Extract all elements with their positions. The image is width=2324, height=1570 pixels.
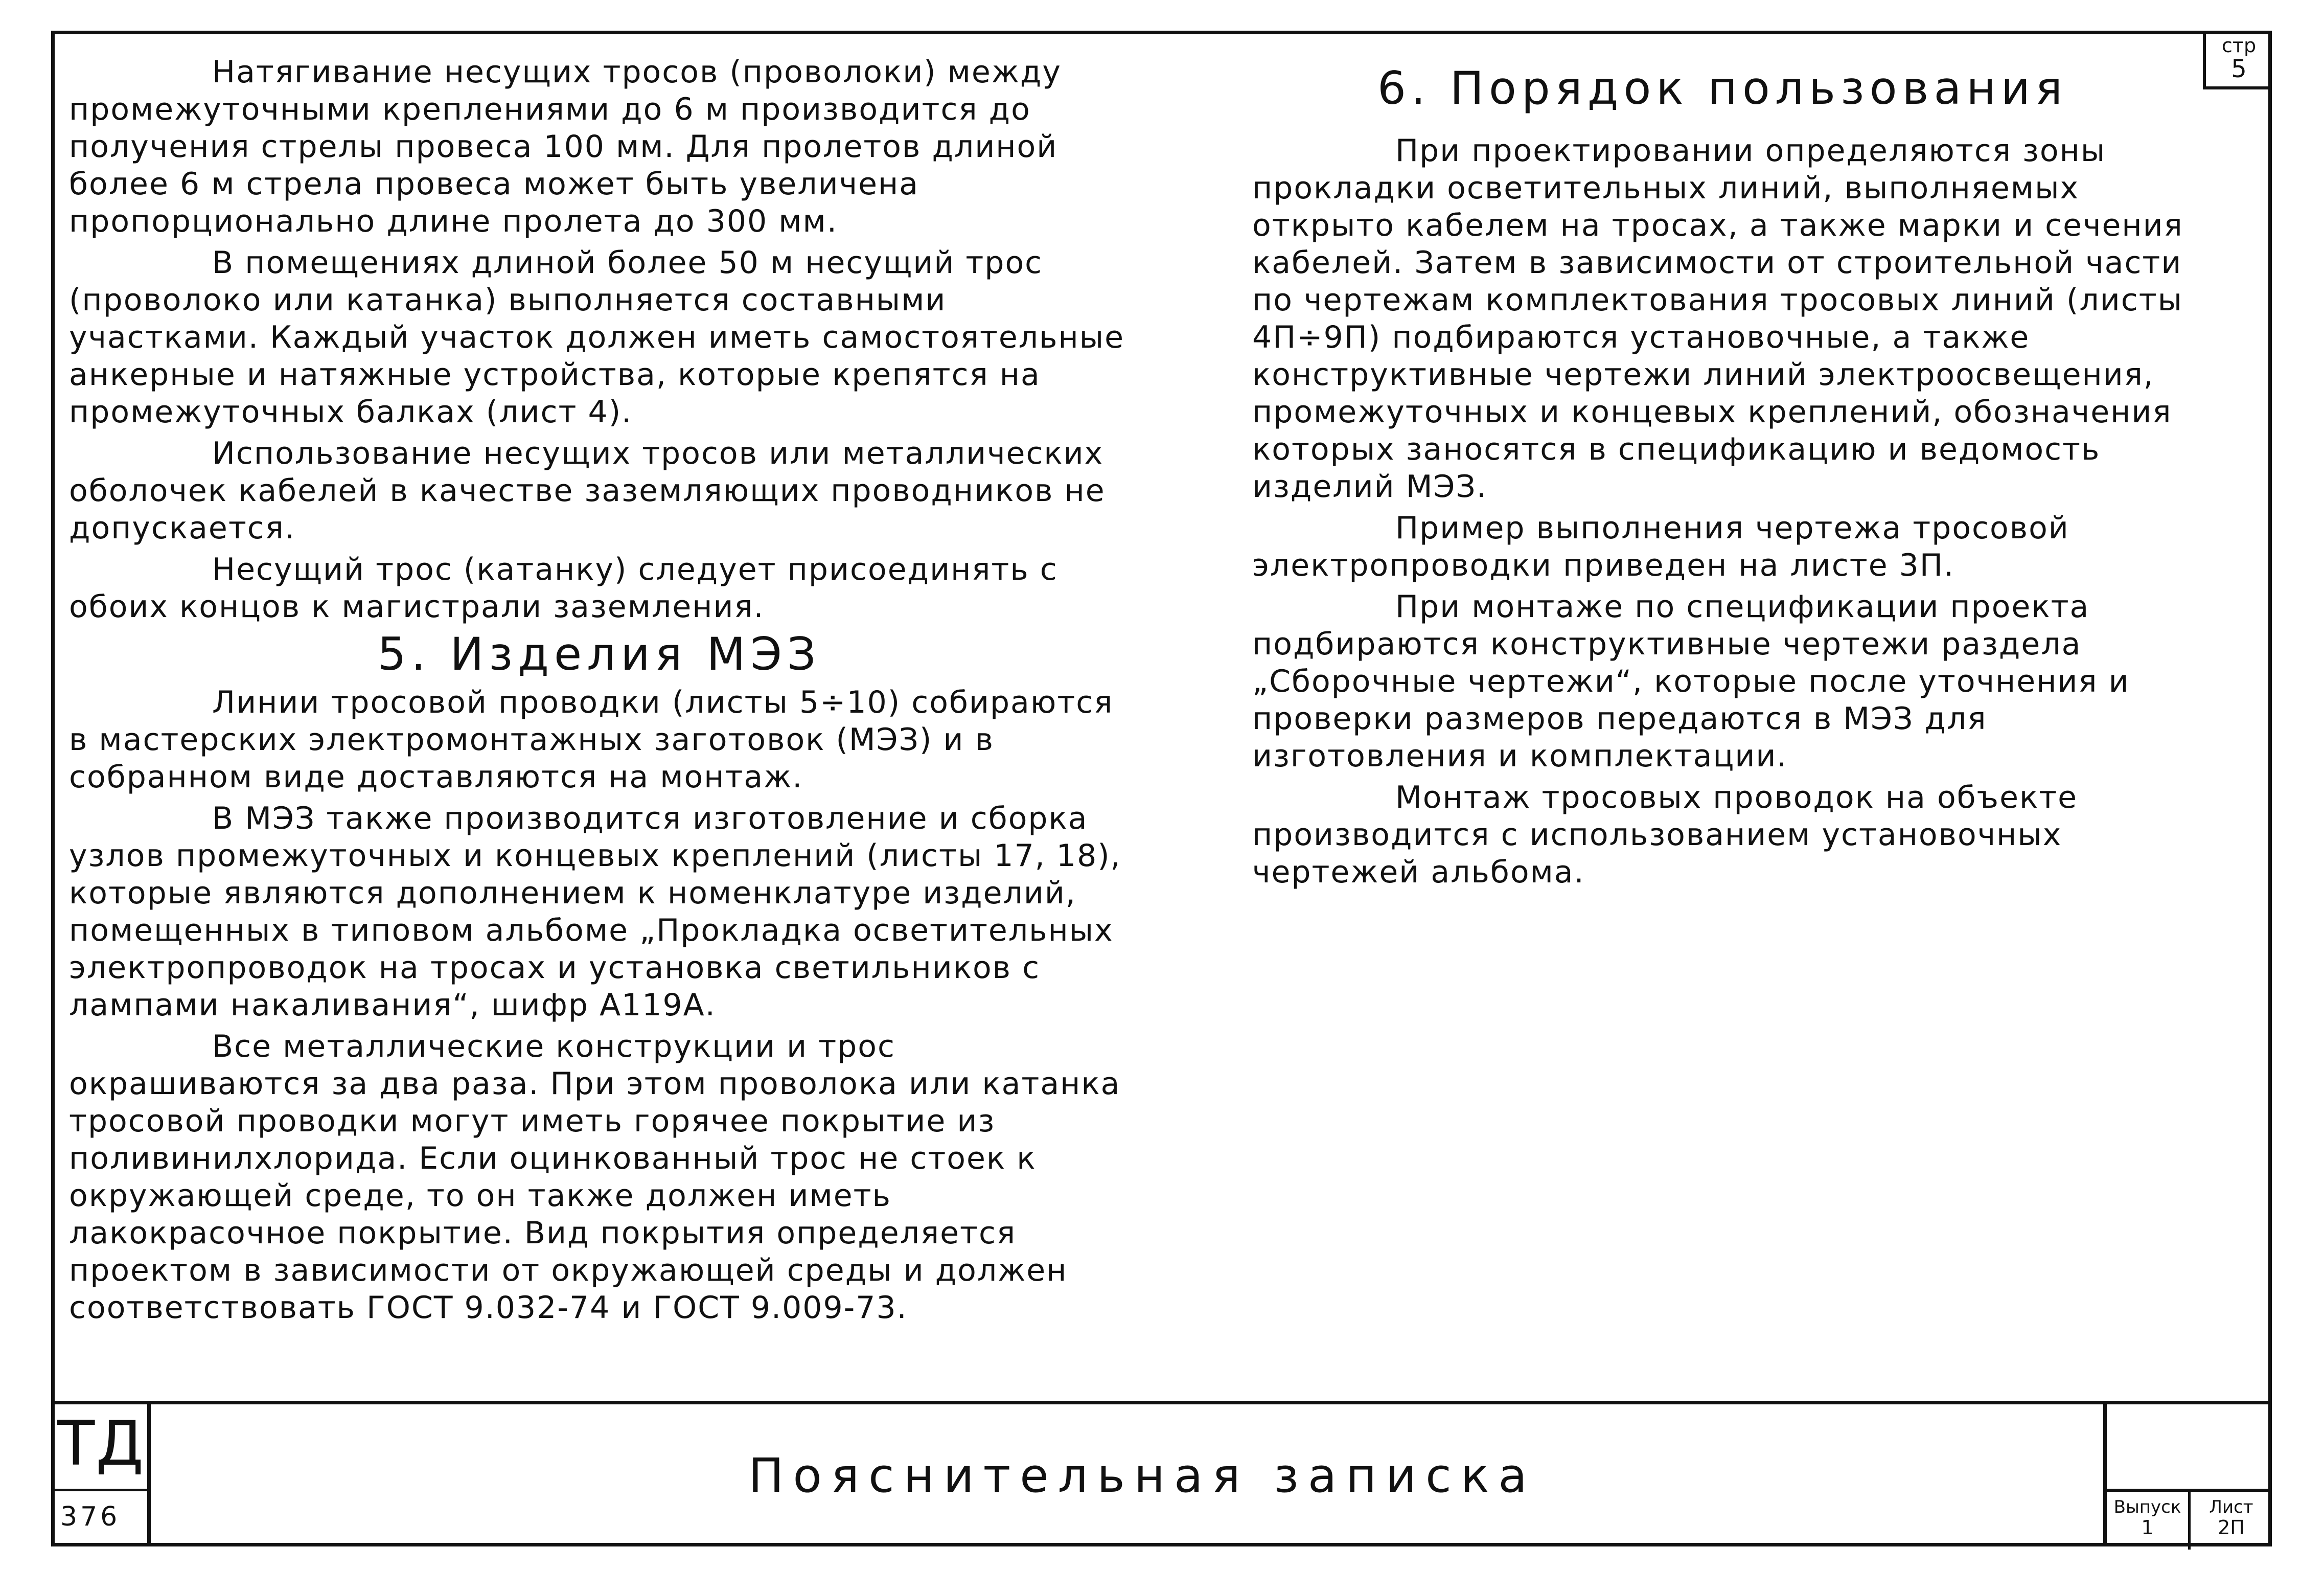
left-paragraph-2: В помещениях длиной более 50 м несущий трос (проволоко или катанка) выполняется составными участками. Каждый участок должен иметь самостоятельные анкерные и натяжные устройства, которые крепятся на промежуточных балках (лист 4). <box>69 245 1125 430</box>
right-column <box>1252 54 2193 895</box>
section-5-paragraph-1: Линии тросовой проводки (листы 5÷10) собираются в мастерских электромонтажных заготовок (МЭЗ) и в собранном виде доставляются на монтаж. <box>69 685 1114 795</box>
issue-sheet-row <box>2107 1489 2272 1550</box>
page-stamp-label: стр <box>2221 34 2257 57</box>
document-number: 376 <box>60 1501 121 1532</box>
left-paragraph-4: Несущий трос (катанку) следует присоединять с обоих концов к магистрали заземления. <box>69 552 1058 625</box>
document-code: ТД <box>57 1408 145 1480</box>
left-paragraph-1: Натягивание несущих тросов (проволоки) между промежуточными креплениями до 6 м производится до получения стрелы провеса 100 мм. Для пролетов длиной более 6 м стрела провеса может быть увеличена пропорционально длине пролета до 300 мм. <box>69 54 1062 239</box>
sheet-label: Лист <box>2209 1497 2253 1517</box>
title-block-code-cell <box>51 1404 151 1546</box>
section-6-paragraph-2: Пример выполнения чертежа тросовой электропроводки приведен на листе 3П. <box>1252 510 2069 583</box>
section-6-paragraph-3: При монтаже по спецификации проекта подбираются конструктивные чертежи раздела „Сборочные чертежи“, которые после уточнения и проверки размеров передаются в МЭЗ для изготовления и комплектации. <box>1252 589 2130 774</box>
title-block <box>51 1401 2272 1546</box>
page-stamp <box>2203 31 2272 89</box>
section-5-paragraph-3: Все металлические конструкции и трос окрашиваются за два раза. При этом проволока или катанка тросовой проводки могут иметь горячее покрытие из поливинилхлорида. Если оцинкованный трос не стоек к окружающей среде, то он также должен иметь лакокрасочное покрытие. Вид покрытия определяется проектом в зависимости от окружающей среды и должен соответствовать ГОСТ 9.032-74 и ГОСТ 9.009-73. <box>69 1029 1121 1326</box>
document-title: Пояснительная записка <box>748 1448 1536 1503</box>
section-6-paragraph-1: При проектировании определяются зоны прокладки осветительных линий, выполняемых открыто кабелем на тросах, а также марки и сечения кабелей. Затем в зависимости от строительной части по чертежам комплектования тросовых линий (листы 4П÷9П) подбираются установочные, а также конструктивные чертежи линий электроосвещения, промежуточных и концевых креплений, обозначения которых заносятся в спецификацию и ведомость изделий МЭЗ. <box>1252 133 2183 505</box>
section-5-title: 5. Изделия МЭЗ <box>377 628 821 680</box>
left-paragraph-3: Использование несущих тросов или металлических оболочек кабелей в качестве заземляющих проводников не допускается. <box>69 436 1106 546</box>
section-6-paragraph-4: Монтаж тросовых проводок на объекте производится с использованием установочных чертежей альбома. <box>1252 780 2078 890</box>
section-6-title: 6. Порядок пользования <box>1377 62 2068 115</box>
page-stamp-number: 5 <box>2231 55 2247 83</box>
left-column <box>69 54 1130 1331</box>
issue-value: 1 <box>2141 1516 2154 1539</box>
sheet-value: 2П <box>2218 1516 2245 1539</box>
title-block-sheet-cell <box>2103 1404 2272 1546</box>
issue-label: Выпуск <box>2113 1497 2181 1517</box>
issue-cell <box>2107 1492 2191 1550</box>
sheet-cell <box>2191 1492 2272 1550</box>
code-divider <box>51 1489 147 1491</box>
section-5-paragraph-2: В МЭЗ также производится изготовление и сборка узлов промежуточных и концевых креплений (листы 17, 18), которые являются дополнением к номенклатуре изделий, помещенных в типовом альбоме „Прокладка осветительных электропроводок на тросах и установка светильников с лампами накаливания“, шифр А119А. <box>69 801 1121 1023</box>
